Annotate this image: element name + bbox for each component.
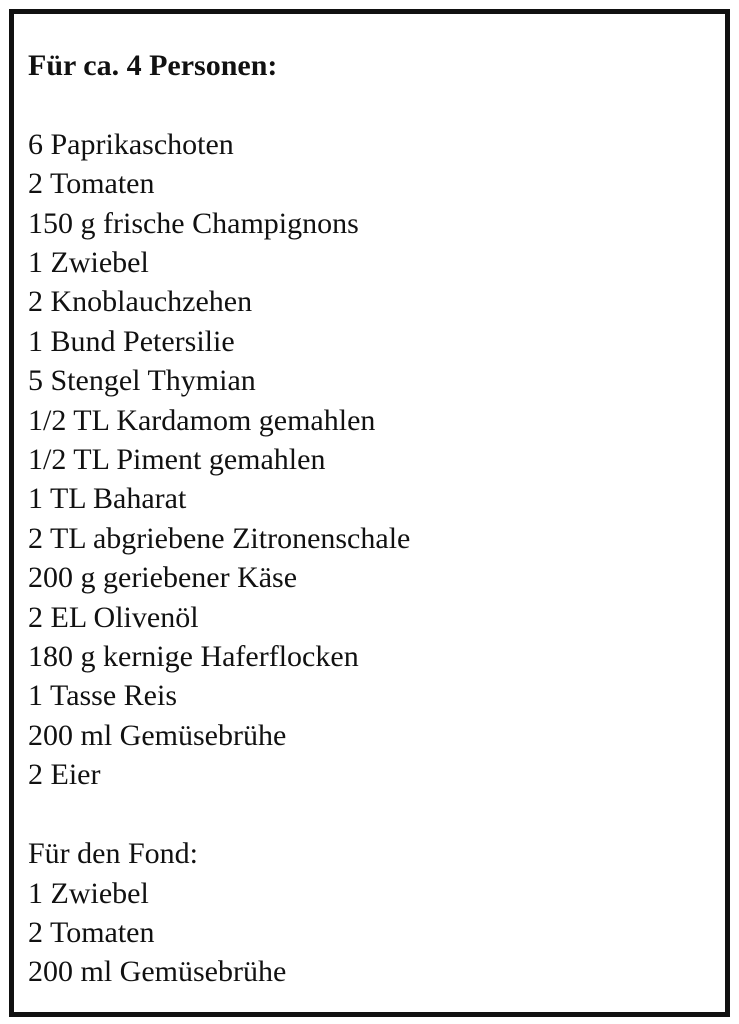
fond-heading: Für den Fond:: [28, 837, 199, 871]
ingredient-item: 1 Bund Petersilie: [28, 324, 235, 358]
ingredient-item: 150 g frische Champignons: [28, 206, 359, 240]
ingredient-item: 1 Tasse Reis: [28, 679, 178, 713]
recipe-content: [28, 46, 715, 992]
ingredient-item: 180 g kernige Haferflocken: [28, 640, 359, 674]
ingredient-item: 2 EL Olivenöl: [28, 600, 199, 634]
fond-ingredient-item: 200 ml Gemüsebrühe: [28, 955, 287, 989]
section-spacer: [28, 795, 715, 834]
fond-ingredient-list: [28, 874, 715, 992]
ingredient-item: 5 Stengel Thymian: [28, 364, 256, 398]
ingredient-item: 200 g geriebener Käse: [28, 561, 298, 595]
ingredient-item: 2 Knoblauchzehen: [28, 285, 253, 319]
ingredient-item: 1/2 TL Kardamom gemahlen: [28, 403, 376, 437]
ingredient-item: 2 Eier: [28, 758, 101, 792]
fond-ingredient-item: 1 Zwiebel: [28, 876, 149, 910]
ingredient-item: 1 Zwiebel: [28, 246, 149, 280]
ingredient-item: 200 ml Gemüsebrühe: [28, 718, 287, 752]
servings-heading: Für ca. 4 Personen:: [28, 49, 278, 82]
ingredient-list: [28, 125, 715, 795]
recipe-card: [9, 9, 730, 1017]
fond-ingredient-item: 2 Tomaten: [28, 915, 155, 949]
ingredient-item: 1 TL Baharat: [28, 482, 187, 516]
ingredient-item: 6 Paprikaschoten: [28, 127, 234, 161]
ingredient-item: 2 TL abgriebene Zitronenschale: [28, 521, 411, 555]
ingredient-item: 2 Tomaten: [28, 167, 155, 201]
ingredient-item: 1/2 TL Piment gemahlen: [28, 443, 326, 477]
